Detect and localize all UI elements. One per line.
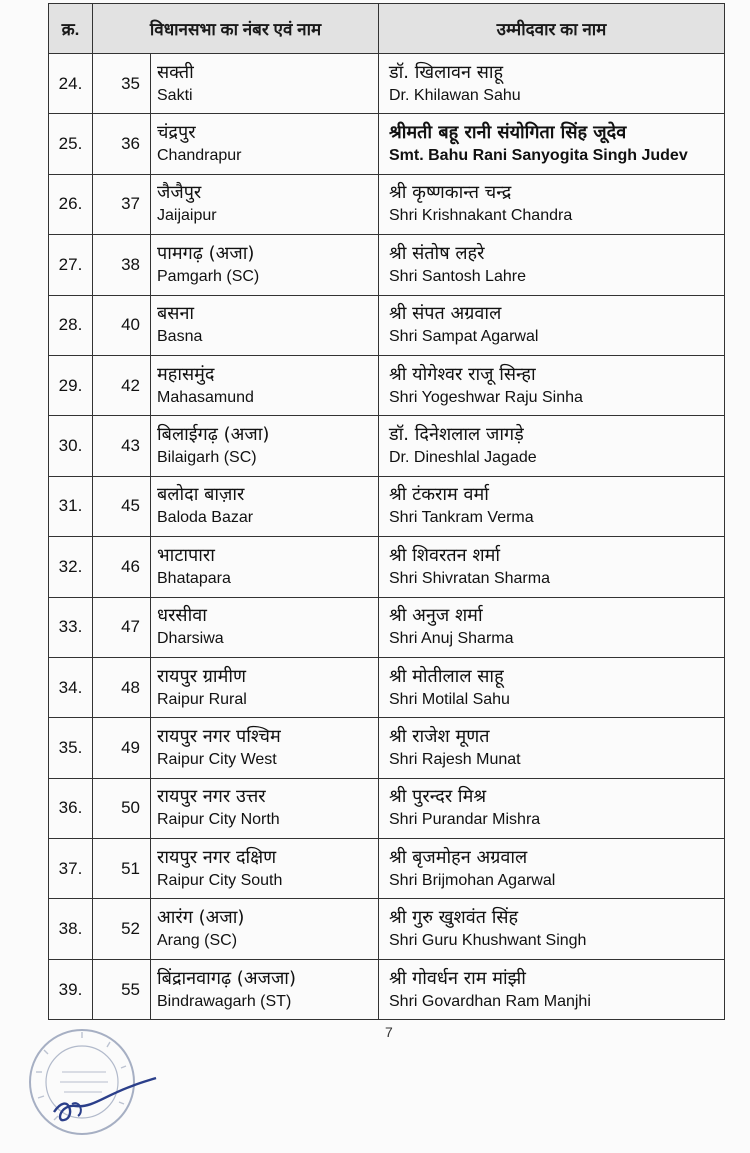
party-office-seal — [14, 1020, 166, 1150]
constituency-name-cell — [151, 416, 379, 476]
constituency-number-cell: 43 — [93, 416, 151, 476]
candidate-name-hindi: श्री मोतीलाल साहू — [389, 665, 504, 687]
serial-cell: 24. — [49, 54, 93, 114]
candidate-name-hindi: श्री टंकराम वर्मा — [389, 484, 489, 506]
candidate-name-english: Shri Guru Khushwant Singh — [389, 932, 587, 950]
constituency-name-english: Mahasamund — [157, 388, 254, 406]
table-row — [49, 54, 725, 114]
constituency-number-cell: 52 — [93, 899, 151, 959]
constituency-number-cell: 47 — [93, 597, 151, 657]
constituency-name-hindi: रायपुर नगर उत्तर — [157, 786, 266, 808]
candidate-name-hindi: श्री गुरु खुशवंत सिंह — [389, 907, 519, 929]
constituency-number-cell: 42 — [93, 355, 151, 415]
candidate-name-english: Shri Anuj Sharma — [389, 630, 514, 648]
candidate-name-cell — [379, 597, 725, 657]
constituency-number-cell: 51 — [93, 839, 151, 899]
candidate-name-cell — [379, 54, 725, 114]
table-row — [49, 899, 725, 959]
serial-cell: 38. — [49, 899, 93, 959]
constituency-name-cell — [151, 657, 379, 717]
constituency-name-english: Raipur Rural — [157, 690, 247, 708]
constituency-number-cell: 36 — [93, 114, 151, 174]
candidate-name-english: Shri Yogeshwar Raju Sinha — [389, 388, 583, 406]
table-row — [49, 718, 725, 778]
constituency-name-english: Arang (SC) — [157, 932, 238, 950]
serial-cell: 33. — [49, 597, 93, 657]
constituency-name-cell — [151, 959, 379, 1019]
candidate-name-english: Dr. Khilawan Sahu — [389, 86, 521, 104]
candidate-name-cell — [379, 235, 725, 295]
constituency-name-cell — [151, 778, 379, 838]
constituency-name-hindi: आरंग (अजा) — [157, 907, 245, 929]
constituency-name-english: Dharsiwa — [157, 630, 224, 648]
constituency-number-cell: 50 — [93, 778, 151, 838]
constituency-name-english: Raipur City South — [157, 871, 283, 889]
constituency-name-hindi: बिंद्रानवागढ़ (अजजा) — [157, 967, 296, 989]
candidate-name-english: Shri Tankram Verma — [389, 509, 534, 527]
constituency-name-cell — [151, 235, 379, 295]
candidate-name-cell — [379, 778, 725, 838]
constituency-number-cell: 40 — [93, 295, 151, 355]
constituency-number-cell: 46 — [93, 537, 151, 597]
constituency-name-english: Raipur City West — [157, 750, 277, 768]
constituency-name-hindi: रायपुर नगर दक्षिण — [157, 846, 277, 868]
constituency-name-english: Chandrapur — [157, 147, 242, 165]
candidate-name-english: Dr. Dineshlal Jagade — [389, 449, 537, 467]
table-row — [49, 174, 725, 234]
table-row — [49, 416, 725, 476]
constituency-number-cell: 49 — [93, 718, 151, 778]
constituency-name-hindi: बलोदा बाज़ार — [157, 484, 245, 506]
candidate-name-english: Smt. Bahu Rani Sanyogita Singh Judev — [389, 147, 688, 165]
candidate-name-cell — [379, 476, 725, 536]
candidate-name-cell — [379, 416, 725, 476]
candidate-name-hindi: श्री बृजमोहन अग्रवाल — [389, 846, 528, 868]
candidate-name-hindi: श्री अनुज शर्मा — [389, 605, 483, 627]
constituency-name-cell — [151, 114, 379, 174]
serial-cell: 31. — [49, 476, 93, 536]
constituency-name-hindi: सक्ती — [157, 61, 194, 83]
constituency-name-english: Basna — [157, 328, 203, 346]
candidate-name-hindi: श्री कृष्णकान्त चन्द्र — [389, 182, 512, 204]
constituency-name-english: Bilaigarh (SC) — [157, 449, 257, 467]
serial-cell: 29. — [49, 355, 93, 415]
page-number: 7 — [385, 1024, 393, 1040]
constituency-number-cell: 35 — [93, 54, 151, 114]
candidate-name-cell — [379, 718, 725, 778]
table-row — [49, 959, 725, 1019]
candidate-name-english: Shri Krishnakant Chandra — [389, 207, 573, 225]
candidate-name-english: Shri Motilal Sahu — [389, 690, 510, 708]
constituency-name-cell — [151, 476, 379, 536]
candidate-table — [48, 3, 725, 1020]
constituency-name-hindi: बिलाईगढ़ (अजा) — [157, 424, 270, 446]
candidate-name-english: Shri Santosh Lahre — [389, 267, 526, 285]
table-row — [49, 295, 725, 355]
candidate-name-hindi: श्री संतोष लहरे — [389, 242, 485, 264]
table-row — [49, 839, 725, 899]
candidate-name-hindi: श्री योगेश्वर राजू सिन्हा — [389, 363, 536, 385]
constituency-number-cell: 37 — [93, 174, 151, 234]
constituency-number-cell: 48 — [93, 657, 151, 717]
candidate-name-english: Shri Purandar Mishra — [389, 811, 541, 829]
constituency-name-english: Baloda Bazar — [157, 509, 254, 527]
candidate-name-cell — [379, 295, 725, 355]
candidate-name-hindi: श्री संपत अग्रवाल — [389, 303, 502, 325]
candidate-name-cell — [379, 537, 725, 597]
serial-cell: 36. — [49, 778, 93, 838]
candidate-name-hindi: श्री शिवरतन शर्मा — [389, 544, 501, 566]
candidate-name-hindi: श्री पुरन्दर मिश्र — [389, 786, 487, 808]
constituency-name-cell — [151, 597, 379, 657]
header-constituency: विधानसभा का नंबर एवं नाम — [93, 4, 379, 54]
header-serial: क्र. — [49, 4, 93, 54]
constituency-name-hindi: धरसीवा — [157, 605, 207, 627]
table-row — [49, 476, 725, 536]
constituency-name-hindi: महासमुंद — [157, 363, 215, 385]
candidate-name-english: Shri Shivratan Sharma — [389, 569, 550, 587]
serial-cell: 34. — [49, 657, 93, 717]
constituency-number-cell: 55 — [93, 959, 151, 1019]
serial-cell: 28. — [49, 295, 93, 355]
constituency-number-cell: 45 — [93, 476, 151, 536]
constituency-name-cell — [151, 295, 379, 355]
constituency-name-hindi: बसना — [157, 303, 195, 325]
constituency-name-english: Bhatapara — [157, 569, 231, 587]
candidate-name-hindi: डॉ. खिलावन साहू — [389, 61, 504, 83]
constituency-name-cell — [151, 54, 379, 114]
constituency-name-hindi: रायपुर नगर पश्चिम — [157, 725, 281, 747]
table-row — [49, 597, 725, 657]
constituency-name-cell — [151, 839, 379, 899]
candidate-name-english: Shri Govardhan Ram Manjhi — [389, 992, 591, 1010]
table-body — [49, 54, 725, 1020]
serial-cell: 32. — [49, 537, 93, 597]
candidate-name-english: Shri Sampat Agarwal — [389, 328, 539, 346]
constituency-name-cell — [151, 174, 379, 234]
serial-cell: 30. — [49, 416, 93, 476]
table-row — [49, 537, 725, 597]
constituency-number-cell: 38 — [93, 235, 151, 295]
candidate-name-hindi: डॉ. दिनेशलाल जागड़े — [389, 424, 524, 446]
candidate-name-cell — [379, 839, 725, 899]
table-row — [49, 235, 725, 295]
header-candidate: उम्मीदवार का नाम — [379, 4, 725, 54]
constituency-name-english: Pamgarh (SC) — [157, 267, 260, 285]
candidate-name-cell — [379, 657, 725, 717]
candidate-name-hindi: श्रीमती बहू रानी संयोगिता सिंह जूदेव — [389, 122, 627, 144]
serial-cell: 37. — [49, 839, 93, 899]
candidate-name-cell — [379, 355, 725, 415]
candidate-name-cell — [379, 959, 725, 1019]
constituency-name-hindi: पामगढ़ (अजा) — [157, 242, 255, 264]
table-header — [49, 4, 725, 54]
constituency-name-english: Sakti — [157, 86, 193, 104]
table-row — [49, 778, 725, 838]
constituency-name-hindi: चंद्रपुर — [157, 122, 196, 144]
serial-cell: 35. — [49, 718, 93, 778]
candidate-name-english: Shri Brijmohan Agarwal — [389, 871, 556, 889]
serial-cell: 39. — [49, 959, 93, 1019]
candidate-name-english: Shri Rajesh Munat — [389, 750, 521, 768]
table-row — [49, 657, 725, 717]
candidate-name-cell — [379, 114, 725, 174]
serial-cell: 27. — [49, 235, 93, 295]
constituency-name-hindi: भाटापारा — [157, 544, 215, 566]
constituency-name-english: Raipur City North — [157, 811, 280, 829]
constituency-name-hindi: रायपुर ग्रामीण — [157, 665, 247, 687]
candidate-name-hindi: श्री गोवर्धन राम मांझी — [389, 967, 526, 989]
table-row — [49, 355, 725, 415]
candidate-name-cell — [379, 174, 725, 234]
serial-cell: 26. — [49, 174, 93, 234]
constituency-name-cell — [151, 718, 379, 778]
constituency-name-cell — [151, 899, 379, 959]
candidate-name-hindi: श्री राजेश मूणत — [389, 725, 490, 747]
constituency-name-english: Jaijaipur — [157, 207, 217, 225]
constituency-name-cell — [151, 355, 379, 415]
constituency-name-english: Bindrawagarh (ST) — [157, 992, 292, 1010]
constituency-name-hindi: जैजैपुर — [157, 182, 202, 204]
table-row — [49, 114, 725, 174]
constituency-name-cell — [151, 537, 379, 597]
serial-cell: 25. — [49, 114, 93, 174]
candidate-name-cell — [379, 899, 725, 959]
